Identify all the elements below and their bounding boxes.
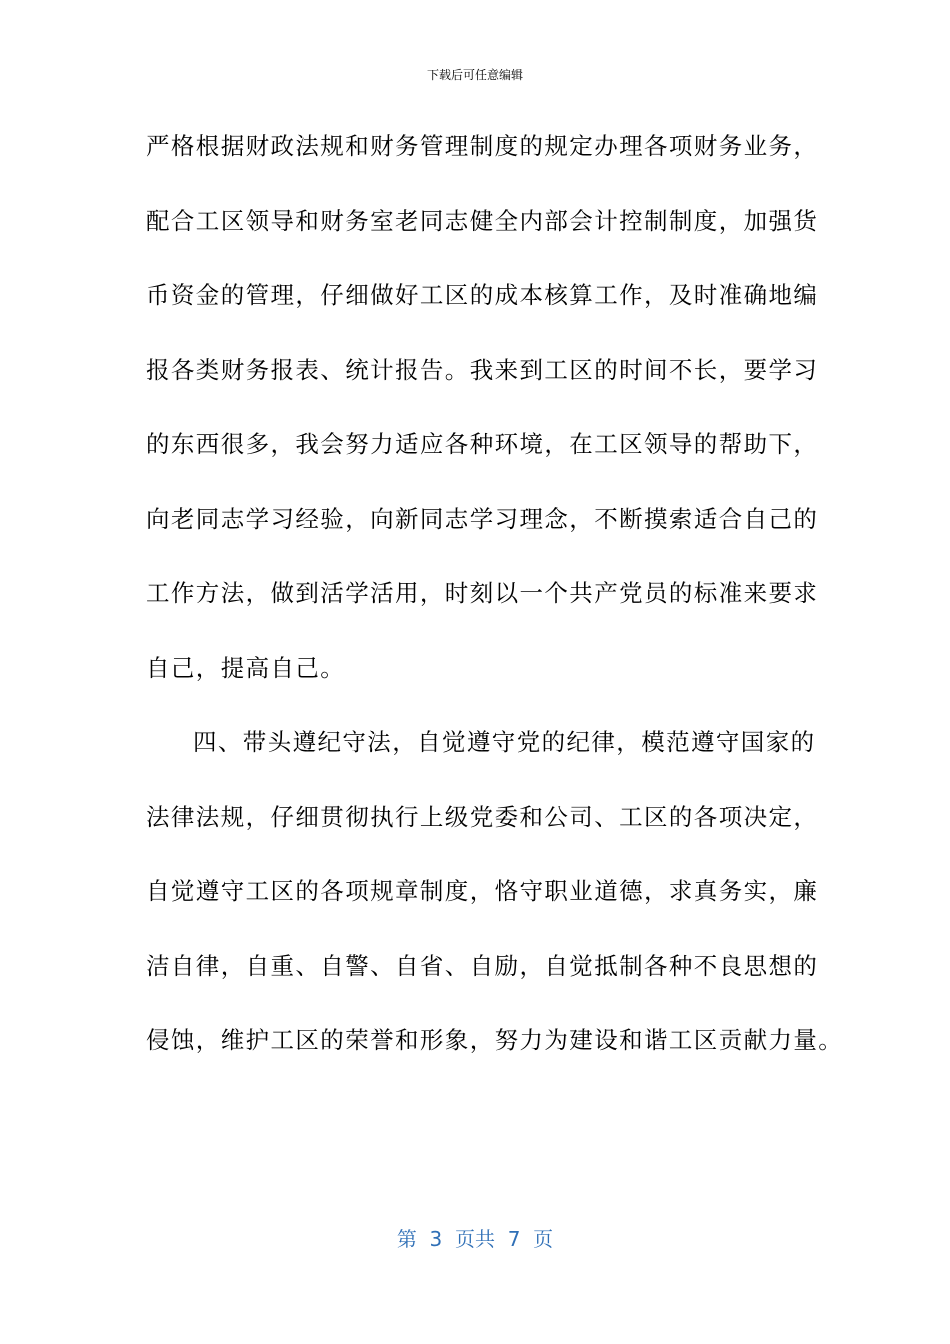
document-body bbox=[146, 128, 844, 1097]
body-line: 自己，提高自己。 bbox=[146, 653, 346, 682]
body-line: 报各类财务报表、统计报告。我来到工区的时间不长，要学习 bbox=[146, 355, 819, 384]
body-line: 洁自律，自重、自警、自省、自励，自觉抵制各种不良思想的 bbox=[146, 951, 819, 980]
body-line: 严格根据财政法规和财务管理制度的规定办理各项财务业务， bbox=[146, 132, 819, 160]
page-header-note: 下载后可任意编辑 bbox=[426, 68, 523, 82]
body-line: 自觉遵守工区的各项规章制度，恪守职业道德，求真务实，廉 bbox=[146, 877, 819, 905]
body-line: 法律法规，仔细贯彻执行上级党委和公司、工区的各项决定， bbox=[146, 802, 819, 831]
body-line: 工作方法，做到活学活用，时刻以一个共产党员的标准来要求 bbox=[146, 579, 819, 607]
paragraph-start-line: 四、带头遵纪守法，自觉遵守党的纪律，模范遵守国家的 bbox=[193, 728, 816, 756]
page-number-footer: 第 3 页共 7 页 bbox=[396, 1227, 554, 1251]
body-line: 配合工区领导和财务室老同志健全内部会计控制制度，加强货 bbox=[146, 206, 819, 235]
body-line: 向老同志学习经验，向新同志学习理念，不断摸索适合自己的 bbox=[146, 504, 819, 533]
body-line: 的东西很多，我会努力适应各种环境，在工区领导的帮助下， bbox=[146, 430, 819, 458]
body-line: 币资金的管理，仔细做好工区的成本核算工作，及时准确地编 bbox=[146, 281, 819, 309]
body-line: 侵蚀，维护工区的荣誉和形象，努力为建设和谐工区贡献力量。 bbox=[146, 1026, 844, 1054]
